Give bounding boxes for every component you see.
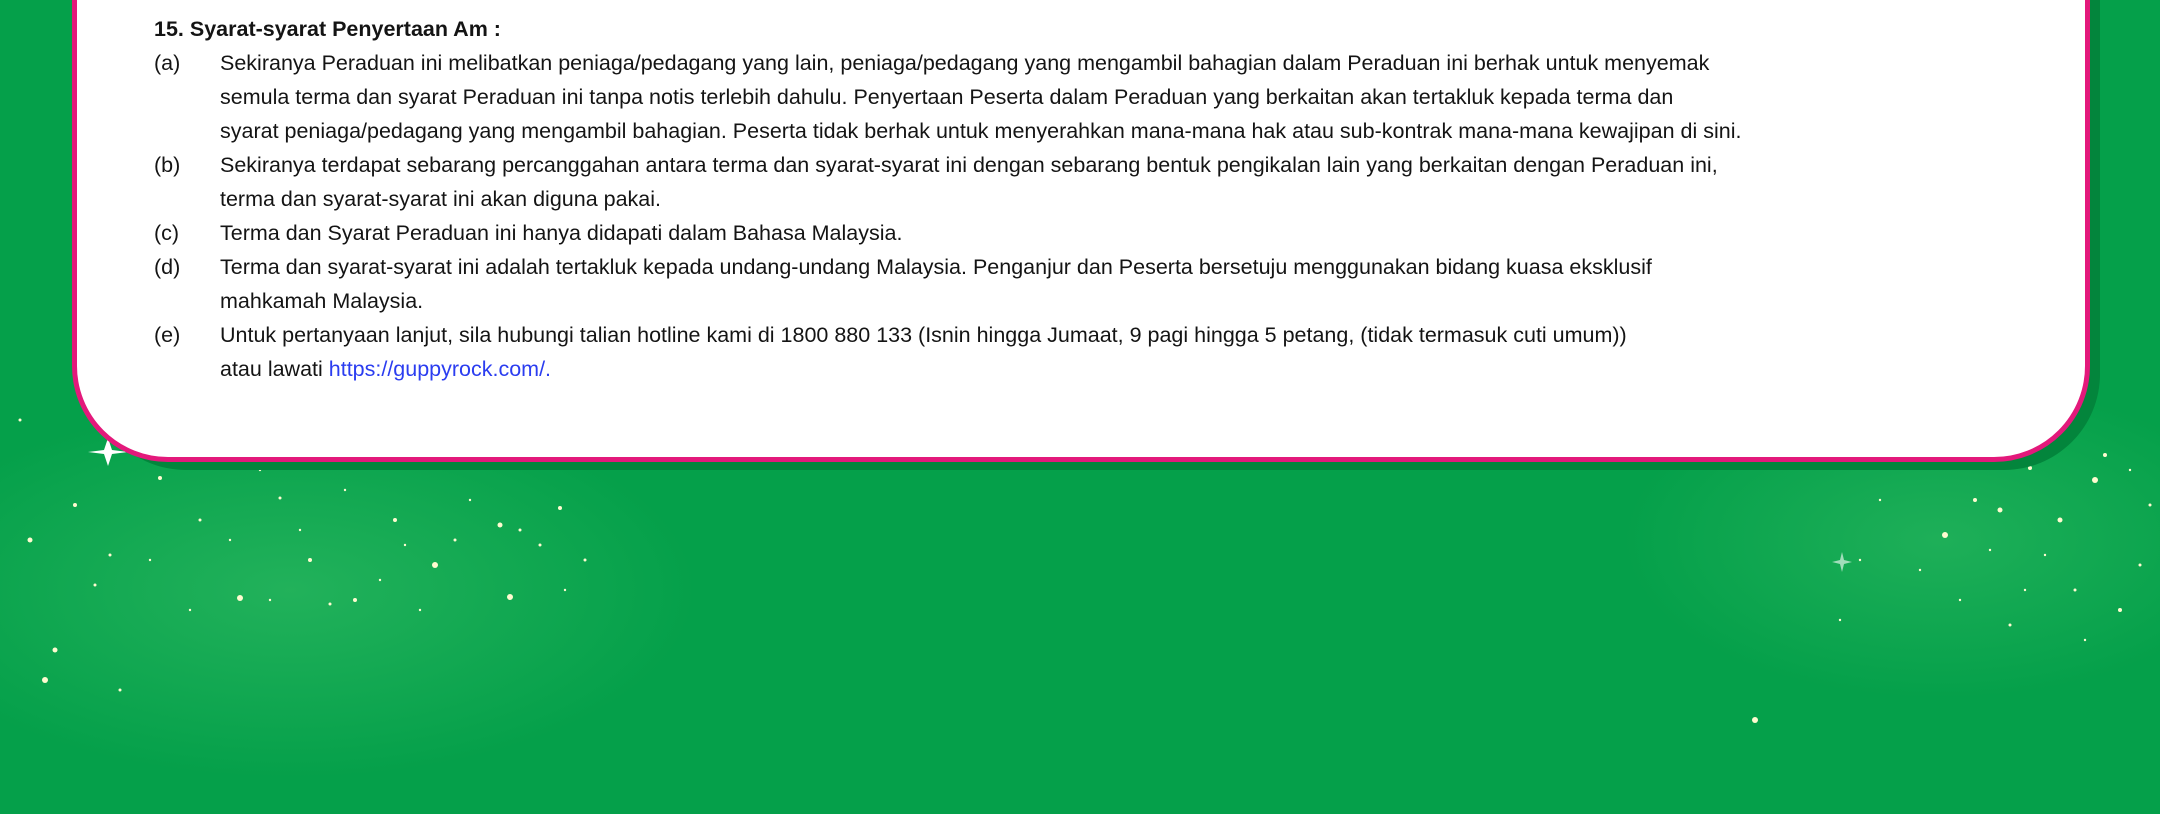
clause-line: semula terma dan syarat Peraduan ini tanpa notis terlebih dahulu. Penyertaan Peserta dalam Peraduan yang berkaitan akan tertakluk kepada terma dan xyxy=(220,85,1674,109)
clause-text xyxy=(220,250,2054,318)
clause-line: Untuk pertanyaan lanjut, sila hubungi talian hotline kami di 1800 880 133 (Isnin hingga Jumaat, 9 pagi hingga 5 petang, (tidak termasuk cuti umum)) xyxy=(220,323,1627,347)
clause-line-prefix: atau lawati xyxy=(220,357,329,381)
clause-letter: (c) xyxy=(154,221,180,245)
clause-c xyxy=(154,216,2054,250)
clause-line: Sekiranya Peraduan ini melibatkan peniaga/pedagang yang lain, peniaga/pedagang yang mengambil bahagian dalam Peraduan ini berhak untuk menyemak xyxy=(220,51,1710,75)
clause-letter: (d) xyxy=(154,255,181,279)
clause-line: terma dan syarat-syarat ini akan diguna pakai. xyxy=(220,187,661,211)
clause-d xyxy=(154,250,2054,318)
terms-section xyxy=(154,12,2054,386)
clause-letter: (e) xyxy=(154,323,181,347)
clause-a xyxy=(154,46,2054,148)
clause-line: syarat peniaga/pedagang yang mengambil bahagian. Peserta tidak berhak untuk menyerahkan mana-mana hak atau sub-kontrak mana-mana kewajipan di sini. xyxy=(220,119,1742,143)
clause-text xyxy=(220,216,2054,250)
website-link[interactable]: https://guppyrock.com/. xyxy=(328,357,552,381)
clause-e xyxy=(154,318,2054,386)
section-title: 15. Syarat-syarat Penyertaan Am : xyxy=(154,17,501,41)
clause-line: Terma dan syarat-syarat ini adalah tertakluk kepada undang-undang Malaysia. Penganjur dan Peserta bersetuju menggunakan bidang kuasa eksklusif xyxy=(220,255,1652,279)
clause-text xyxy=(220,148,2054,216)
clause-line: mahkamah Malaysia. xyxy=(220,289,424,313)
clause-letter: (b) xyxy=(154,153,181,177)
clause-text xyxy=(220,46,2054,148)
clause-b xyxy=(154,148,2054,216)
clause-line: Terma dan Syarat Peraduan ini hanya didapati dalam Bahasa Malaysia. xyxy=(220,221,903,245)
clause-last-line xyxy=(220,352,2054,386)
clause-text xyxy=(220,318,2054,386)
clause-letter: (a) xyxy=(154,51,181,75)
clause-line: Sekiranya terdapat sebarang percanggahan antara terma dan syarat-syarat ini dengan sebarang bentuk pengikalan lain yang berkaitan dengan Peraduan ini, xyxy=(220,153,1718,177)
